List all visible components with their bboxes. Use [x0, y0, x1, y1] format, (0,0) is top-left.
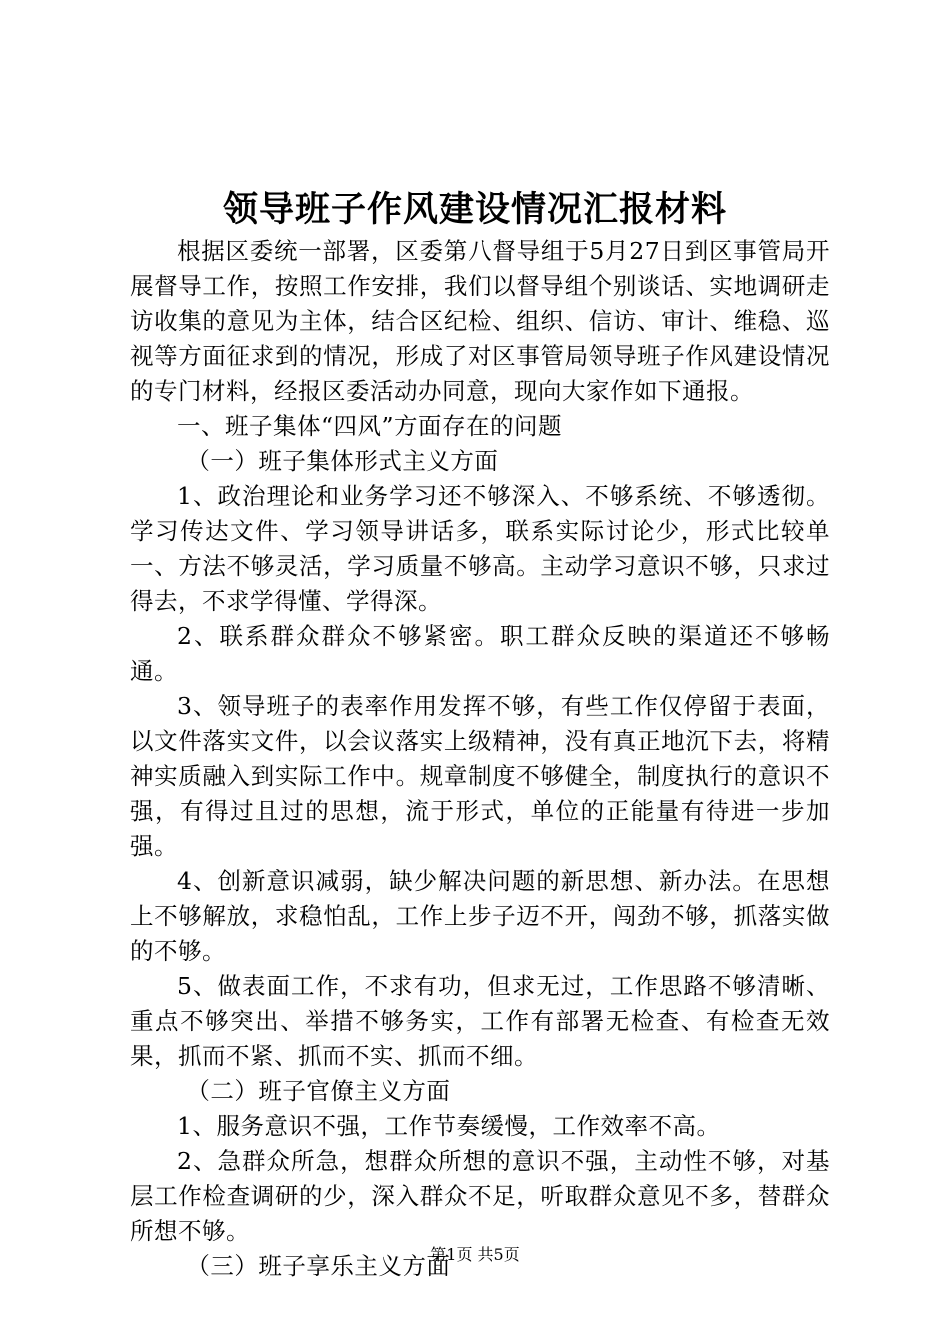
document-body: [130, 234, 830, 1284]
page-footer: 第1页 共5页: [430, 1245, 520, 1264]
paragraph-intro: 根据区委统一部署，区委第八督导组于5月27日到区事管局开展督导工作，按照工作安排，我们以督导组个别谈话、实地调研走访收集的意见为主体，结合区纪检、组织、信访、审计、维稳、巡视等方面征求到的情况，形成了对区事管局领导班子作风建设情况的专门材料，经报区委活动办同意，现向大家作如下通报。: [130, 237, 830, 405]
paragraph-item-2: 2、联系群众群众不够紧密。职工群众反映的渠道还不够畅通。: [130, 622, 830, 685]
heading-subsection-1: （一）班子集体形式主义方面: [186, 447, 499, 475]
paragraph-item-2-2: 2、急群众所急，想群众所想的意识不强，主动性不够，对基层工作检查调研的少，深入群众不足，听取群众意见不多，替群众所想不够。: [130, 1147, 830, 1245]
paragraph-item-3: 3、领导班子的表率作用发挥不够，有些工作仅停留于表面，以文件落实文件，以会议落实上级精神，没有真正地沉下去，将精神实质融入到实际工作中。规章制度不够健全，制度执行的意识不强，有得过且过的思想，流于形式，单位的正能量有待进一步加强。: [130, 692, 830, 860]
heading-section-1: 一、班子集体“四风”方面存在的问题: [177, 412, 563, 440]
heading-subsection-3: （三）班子享乐主义方面: [186, 1252, 451, 1280]
paragraph-item-2-1: 1、服务意识不强，工作节奏缓慢，工作效率不高。: [177, 1112, 721, 1140]
paragraph-item-4: 4、创新意识减弱，缺少解决问题的新思想、新办法。在思想上不够解放，求稳怕乱，工作上步子迈不开，闯劲不够，抓落实做的不够。: [130, 867, 830, 965]
document-title: 领导班子作风建设情况汇报材料: [222, 189, 727, 230]
paragraph-item-5: 5、做表面工作，不求有功，但求无过，工作思路不够清晰、重点不够突出、举措不够务实，工作有部署无检查、有检查无效果，抓而不紧、抓而不实、抓而不细。: [130, 972, 830, 1070]
paragraph-item-1: 1、政治理论和业务学习还不够深入、不够系统、不够透彻。学习传达文件、学习领导讲话多，联系实际讨论少，形式比较单一、方法不够灵活，学习质量不够高。主动学习意识不够，只求过得去，不求学得懂、学得深。: [130, 482, 830, 615]
heading-subsection-2: （二）班子官僚主义方面: [186, 1077, 451, 1105]
